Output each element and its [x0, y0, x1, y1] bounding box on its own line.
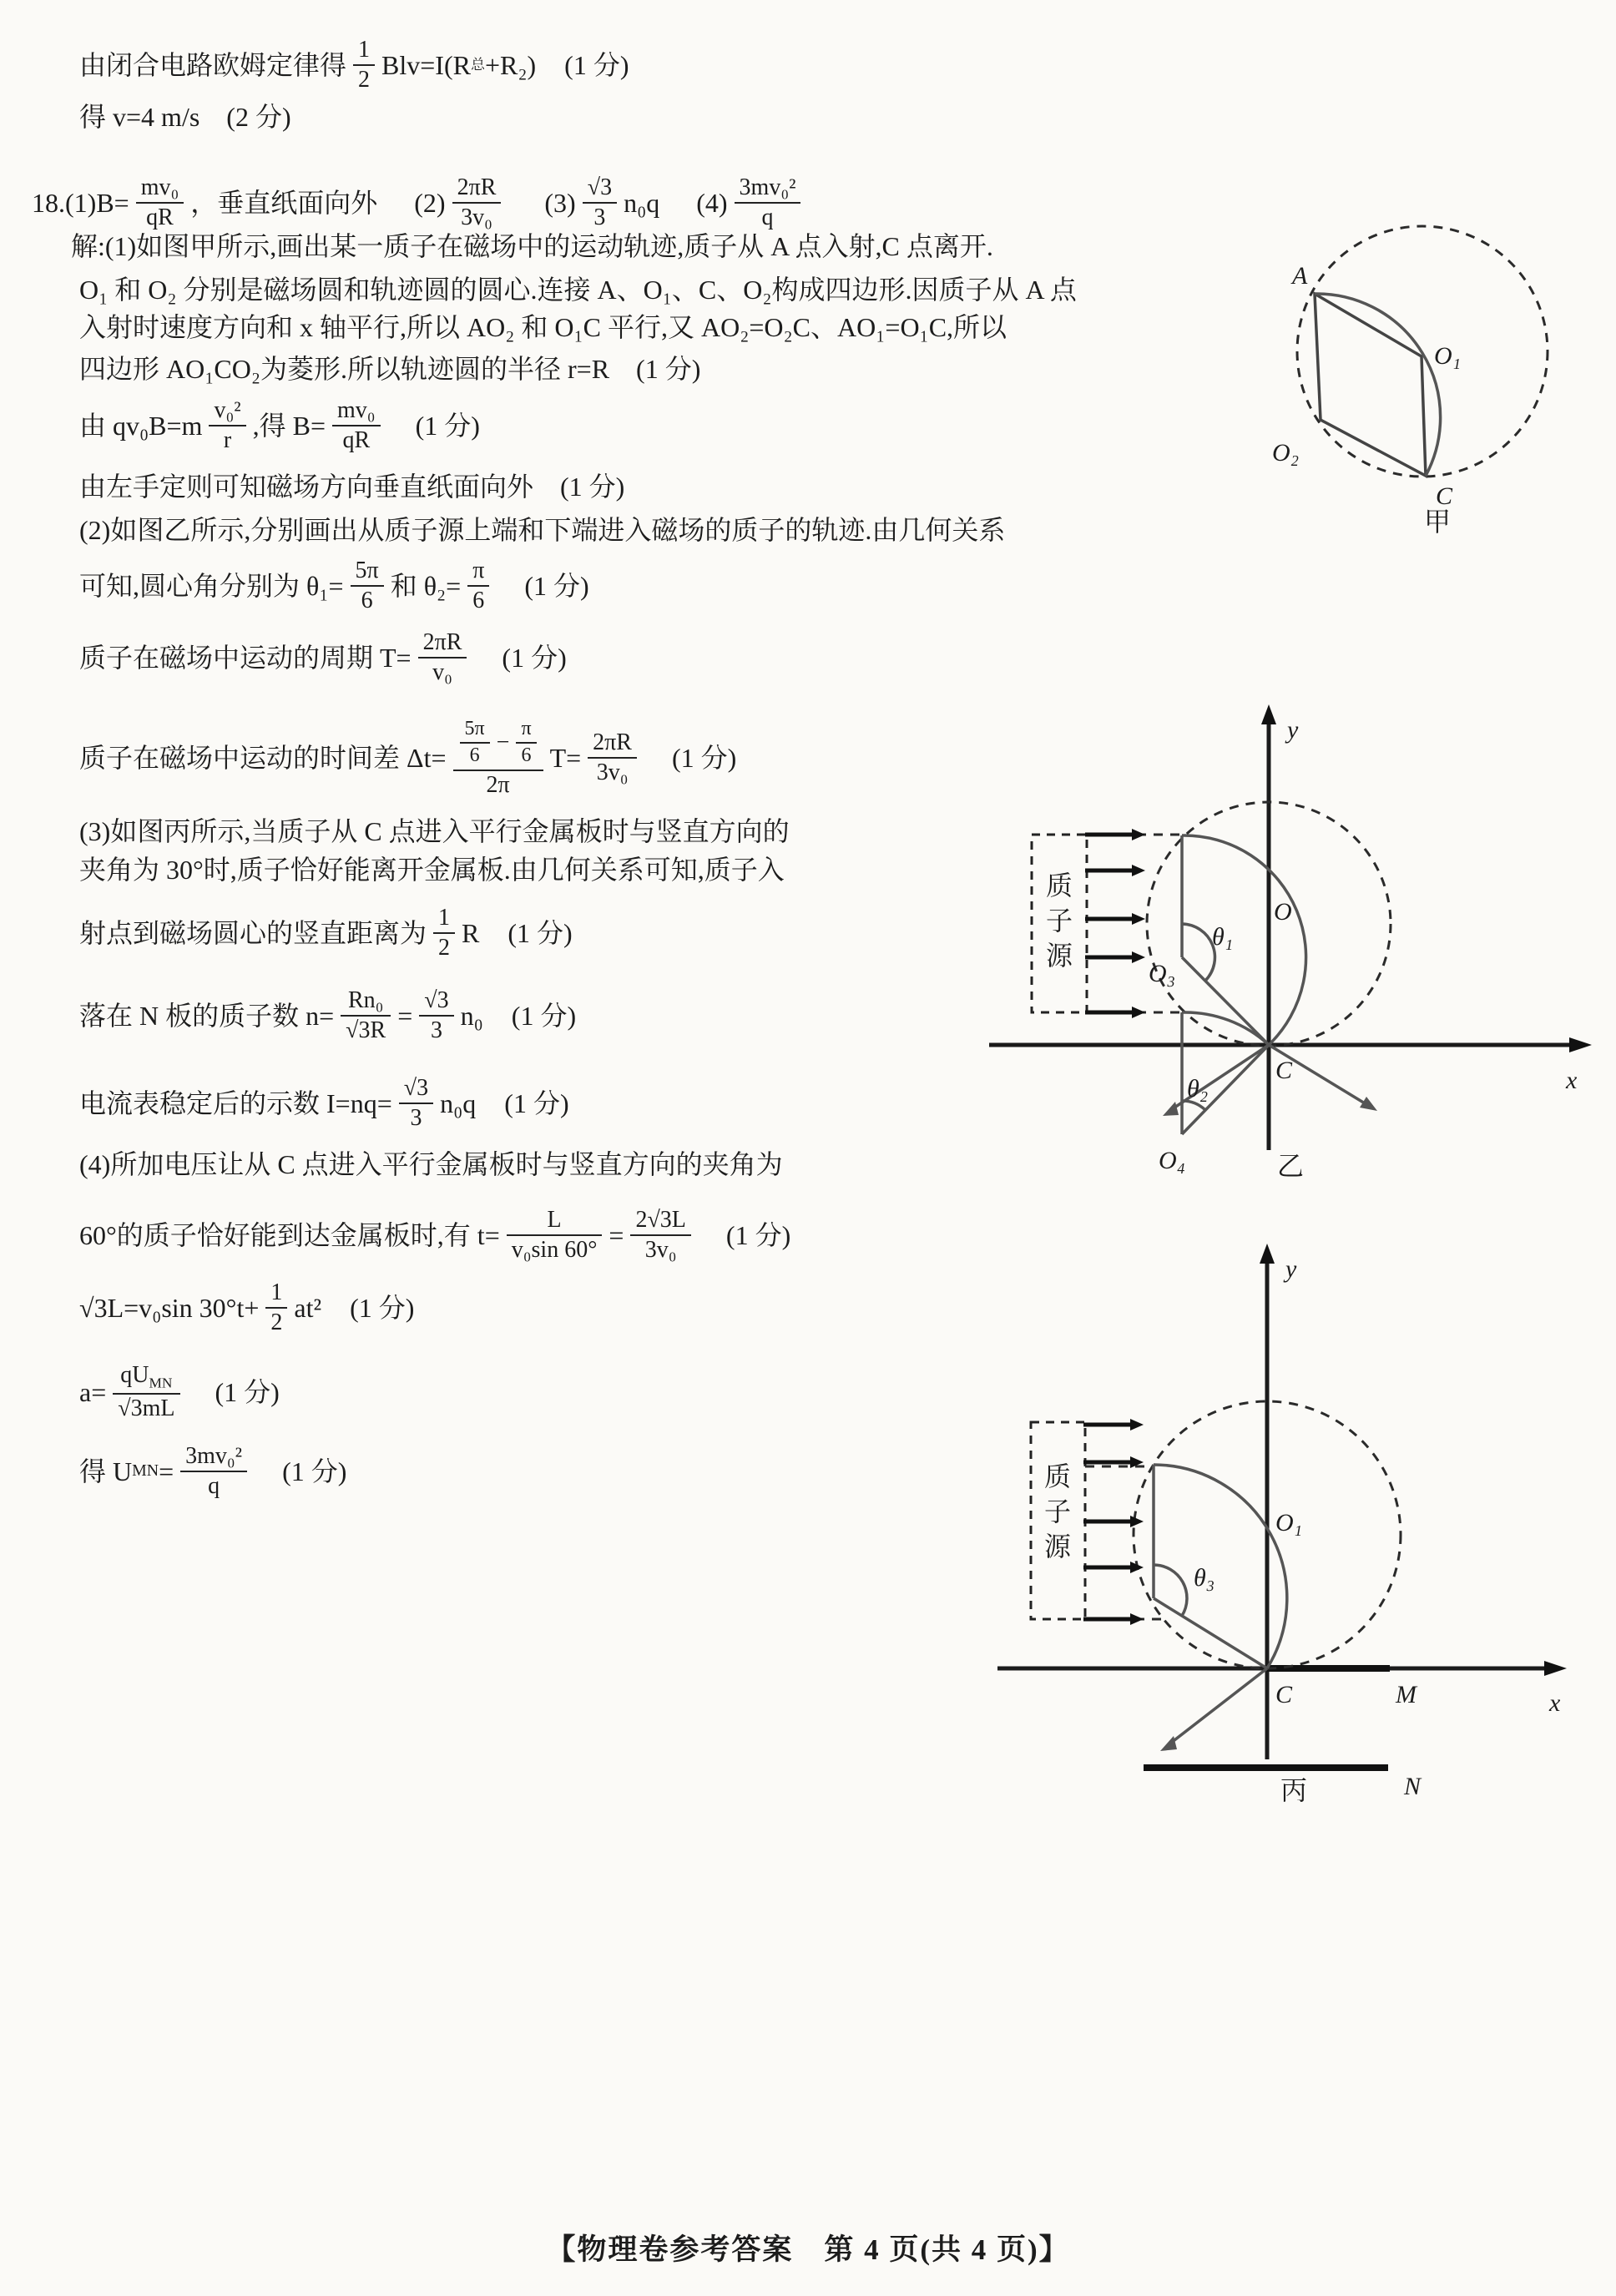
- fraction-nested: [453, 716, 543, 799]
- text-run: (4)所加电压让从 C 点进入平行金属板时与竖直方向的夹角为: [79, 1148, 783, 1179]
- numerator: 2πR: [422, 628, 462, 655]
- numerator: mv₀: [337, 396, 376, 423]
- text-run: 夹角为 30°时,质子恰好能离开金属板.由几何关系可知,质子入: [79, 854, 785, 885]
- denominator: √3R: [341, 1015, 391, 1045]
- solution-line: [79, 1195, 790, 1275]
- numerator: 3mv₀²: [739, 174, 796, 200]
- denominator: 2: [353, 64, 375, 94]
- subscript: MN: [132, 1461, 159, 1481]
- text-run: Blv=I(R: [381, 49, 471, 80]
- text-run: n₀q: [624, 187, 660, 218]
- denominator: v₀sin 60°: [507, 1234, 603, 1264]
- fraction: [209, 396, 245, 455]
- numerator: √3: [587, 174, 613, 200]
- solution-line: [79, 1431, 346, 1511]
- point-label-C: C: [1275, 1681, 1293, 1708]
- text-run: =: [397, 1000, 413, 1031]
- text-run: a=: [79, 1376, 107, 1407]
- figure-caption-yi: 乙: [1277, 1151, 1305, 1181]
- score-mark: (1 分): [511, 1000, 577, 1031]
- score-mark: (1 分): [350, 1292, 415, 1323]
- numerator: 5π: [464, 718, 485, 740]
- point-label-O1: O₁: [1434, 342, 1462, 370]
- figure-bing: [960, 1235, 1616, 1819]
- point-label-C: C: [1436, 482, 1453, 510]
- text-run: (2): [414, 187, 446, 218]
- text-run: √3L=v₀sin 30°t+: [79, 1292, 260, 1323]
- text-run: ,得 B=: [252, 410, 326, 441]
- fraction: [419, 987, 453, 1045]
- solution-line: [79, 386, 480, 466]
- score-mark: (1 分): [508, 917, 573, 948]
- numerator: 5π: [355, 557, 379, 583]
- point-label-O2: O₂: [1272, 439, 1300, 467]
- numerator: 2√3L: [635, 1206, 686, 1233]
- rhombus-AO1CO2: [1315, 294, 1426, 476]
- solution-line: [79, 1268, 414, 1348]
- denominator: 2: [265, 1307, 287, 1337]
- proton-source-label: 源: [1046, 941, 1073, 971]
- denominator: qR: [332, 425, 381, 455]
- numerator: Rn₀: [347, 987, 384, 1013]
- point-label-O1: O₁: [1275, 1509, 1303, 1537]
- proton-beam-arrows: [1085, 829, 1145, 1018]
- numerator: [453, 716, 543, 769]
- numerator: 1: [358, 36, 371, 63]
- figure-yi: [960, 701, 1616, 1185]
- text-run: 和 θ₂=: [390, 570, 462, 601]
- fraction: [180, 1442, 247, 1501]
- numerator: 1: [270, 1279, 283, 1305]
- proton-source-label: 质: [1044, 1461, 1072, 1491]
- fraction: [507, 1206, 603, 1264]
- solution-line: [79, 1141, 783, 1188]
- score-mark: (1 分): [415, 410, 480, 441]
- solution-line: [79, 463, 624, 510]
- text-run: =: [159, 1456, 174, 1486]
- numerator: [113, 1361, 179, 1393]
- solution-line: [79, 618, 567, 698]
- subscript: 总: [470, 56, 485, 73]
- text-run: 质子在磁场中运动的周期 T=: [79, 642, 412, 673]
- angle-label-theta3: θ₃: [1194, 1564, 1215, 1592]
- text-run: (4): [696, 187, 728, 218]
- denominator: √3mL: [113, 1393, 179, 1423]
- text-run: 质子在磁场中运动的时间差 Δt=: [79, 742, 447, 773]
- fraction: [630, 1206, 690, 1264]
- text-run: 入射时速度方向和 x 轴平行,所以 AO₂ 和 O₁C 平行,又 AO₂=O₂C、AO₁=O₁C,所以: [79, 311, 1007, 342]
- exit-arrow: [1167, 1668, 1267, 1746]
- axis-label-y: y: [1287, 716, 1299, 744]
- fraction: [113, 1361, 179, 1423]
- solution-line: [79, 304, 1007, 351]
- point-label-M: M: [1396, 1681, 1417, 1708]
- denominator: 3v₀: [630, 1234, 690, 1264]
- denominator: 3: [419, 1015, 453, 1045]
- radius-O3-C: [1182, 957, 1269, 1045]
- text-run: T=: [549, 742, 582, 773]
- point-label-O: O: [1274, 898, 1292, 926]
- fraction: [516, 717, 536, 768]
- denominator: 2: [433, 932, 455, 962]
- proton-source-label: 子: [1044, 1496, 1072, 1526]
- solution-line: [79, 695, 736, 820]
- point-label-C: C: [1275, 1057, 1293, 1084]
- fraction: [418, 628, 467, 687]
- text-run: 由 qv₀B=m: [79, 410, 203, 441]
- text-run: 得 U: [79, 1456, 133, 1486]
- text-run: qU: [120, 1362, 149, 1389]
- proton-source-label: 源: [1044, 1532, 1072, 1562]
- solution-line: [79, 1352, 280, 1432]
- axis-label-x: x: [1549, 1689, 1561, 1717]
- point-label-O3: O₃: [1149, 960, 1176, 987]
- score-mark: (1 分): [671, 742, 737, 773]
- text-run: n₀: [460, 1000, 483, 1031]
- denominator: 3v₀: [452, 202, 502, 232]
- denominator: q: [180, 1471, 247, 1501]
- text-run: at²: [294, 1292, 322, 1323]
- fraction: [353, 36, 375, 94]
- text-run: 由左手定则可知磁场方向垂直纸面向外 (1 分): [79, 471, 625, 502]
- numerator: L: [547, 1206, 562, 1233]
- fraction: [399, 1074, 433, 1133]
- fraction: [332, 396, 381, 455]
- page-footer: 【物理卷参考答案 第 4 页(共 4 页)】: [546, 2233, 1070, 2266]
- text-run: R: [462, 917, 480, 948]
- point-label-O4: O₄: [1159, 1147, 1186, 1174]
- text-run: 得 v=4 m/s (2 分): [79, 101, 291, 132]
- denominator: 6: [516, 742, 536, 769]
- denominator: 6: [467, 585, 489, 615]
- text-run: (1)B=: [65, 187, 129, 218]
- subscript: MN: [149, 1375, 173, 1391]
- score-mark: (1 分): [564, 49, 629, 80]
- numerator: 1: [438, 904, 451, 931]
- numerator: 2πR: [593, 729, 632, 755]
- text-run: (2)如图乙所示,分别画出从质子源上端和下端进入磁场的质子的轨迹.由几何关系: [79, 514, 1006, 545]
- text-run: 可知,圆心角分别为 θ₁=: [79, 570, 344, 601]
- point-label-A: A: [1292, 262, 1308, 290]
- proton-source-label: 子: [1046, 906, 1073, 936]
- solution-line: [79, 93, 291, 140]
- score-mark: (1 分): [725, 1219, 791, 1250]
- score-mark: (1 分): [282, 1456, 347, 1486]
- fraction: [588, 729, 637, 787]
- numerator: 3mv₀²: [185, 1442, 243, 1469]
- text-run: 落在 N 板的质子数 n=: [79, 1000, 335, 1031]
- text-run: 电流表稳定后的示数 I=nq=: [79, 1087, 392, 1118]
- trajectory-bottom: [1182, 1012, 1269, 1045]
- solution-line: [79, 976, 576, 1056]
- denominator: 2π: [453, 770, 543, 800]
- text-run: ，垂直纸面向外: [190, 187, 378, 218]
- radius-to-C: [1154, 1598, 1267, 1668]
- fraction: [467, 557, 489, 615]
- solution-line: [79, 1063, 569, 1143]
- text-run: 解:(1)如图甲所示,画出某一质子在磁场中的运动轨迹,质子从 A 点入射,C 点离开.: [71, 230, 993, 261]
- fraction: [341, 987, 391, 1045]
- axis-label-y: y: [1285, 1255, 1297, 1283]
- text-run: +R₂): [484, 49, 537, 80]
- fraction: [460, 717, 490, 768]
- numerator: mv₀: [140, 174, 179, 200]
- figure-caption-jia: 甲: [1424, 507, 1452, 537]
- figure-jia: [1235, 200, 1611, 537]
- text-run: 由闭合电路欧姆定律得: [79, 49, 347, 80]
- proton-source-label: 质: [1046, 870, 1073, 901]
- numerator: v₀²: [214, 396, 241, 423]
- solution-line: [71, 223, 993, 270]
- text-run: =: [609, 1219, 624, 1250]
- numerator: 2πR: [457, 174, 497, 200]
- angle-label-theta1: θ₁: [1212, 923, 1234, 951]
- numerator: π: [521, 718, 532, 740]
- minus-sign: −: [496, 729, 510, 755]
- denominator: 6: [351, 585, 384, 615]
- denominator: 3v₀: [588, 757, 637, 787]
- text-run: (3): [544, 187, 576, 218]
- numerator: √3: [424, 987, 449, 1013]
- text-run: 四边形 AO₁CO₂为菱形.所以轨迹圆的半径 r=R (1 分): [79, 353, 701, 384]
- figure-caption-bing: 丙: [1280, 1775, 1308, 1805]
- numerator: π: [472, 557, 485, 583]
- score-mark: (1 分): [524, 570, 589, 601]
- fraction: [351, 557, 384, 615]
- question-number: 18.: [32, 187, 65, 218]
- fraction: [433, 904, 455, 962]
- text-run: n₀q: [440, 1087, 477, 1118]
- fraction: [265, 1279, 287, 1337]
- text-run: 射点到磁场圆心的竖直距离为: [79, 917, 427, 948]
- score-mark: (1 分): [215, 1376, 280, 1407]
- score-mark: (1 分): [504, 1087, 569, 1118]
- solution-line: [79, 546, 589, 626]
- y-axis-arrow: [1260, 1244, 1275, 1264]
- denominator: v₀: [418, 657, 467, 687]
- numerator: √3: [403, 1074, 429, 1101]
- score-mark: (1 分): [502, 642, 567, 673]
- y-axis-arrow: [1261, 704, 1276, 724]
- solution-line: [79, 846, 785, 893]
- exit-arrow-right-head: [1360, 1097, 1377, 1111]
- proton-beam-arrows: [1083, 1419, 1144, 1625]
- text-run: 60°的质子恰好能到达金属板时,有 t=: [79, 1219, 500, 1250]
- solution-line: [79, 893, 573, 973]
- denominator: 3: [583, 202, 617, 232]
- denominator: 6: [460, 742, 490, 769]
- point-label-N: N: [1404, 1773, 1422, 1800]
- denominator: q: [735, 202, 801, 232]
- denominator: r: [209, 425, 245, 455]
- x-axis-arrow: [1569, 1037, 1592, 1052]
- exit-arrow-left: [1169, 1045, 1269, 1111]
- exit-arrow-left-head: [1163, 1102, 1179, 1116]
- text-run: O₁ 和 O₂ 分别是磁场圆和轨迹圆的圆心.连接 A、O₁、C、O₂构成四边形.因质子从 A 点: [79, 274, 1077, 305]
- x-axis-arrow: [1544, 1661, 1567, 1676]
- denominator: qR: [136, 202, 184, 232]
- denominator: 3: [399, 1103, 433, 1133]
- axis-label-x: x: [1566, 1067, 1578, 1094]
- angle-label-theta2: θ₂: [1187, 1075, 1209, 1103]
- text-run: (3)如图丙所示,当质子从 C 点进入平行金属板时与竖直方向的: [79, 815, 790, 846]
- exit-arrow-head: [1160, 1736, 1177, 1751]
